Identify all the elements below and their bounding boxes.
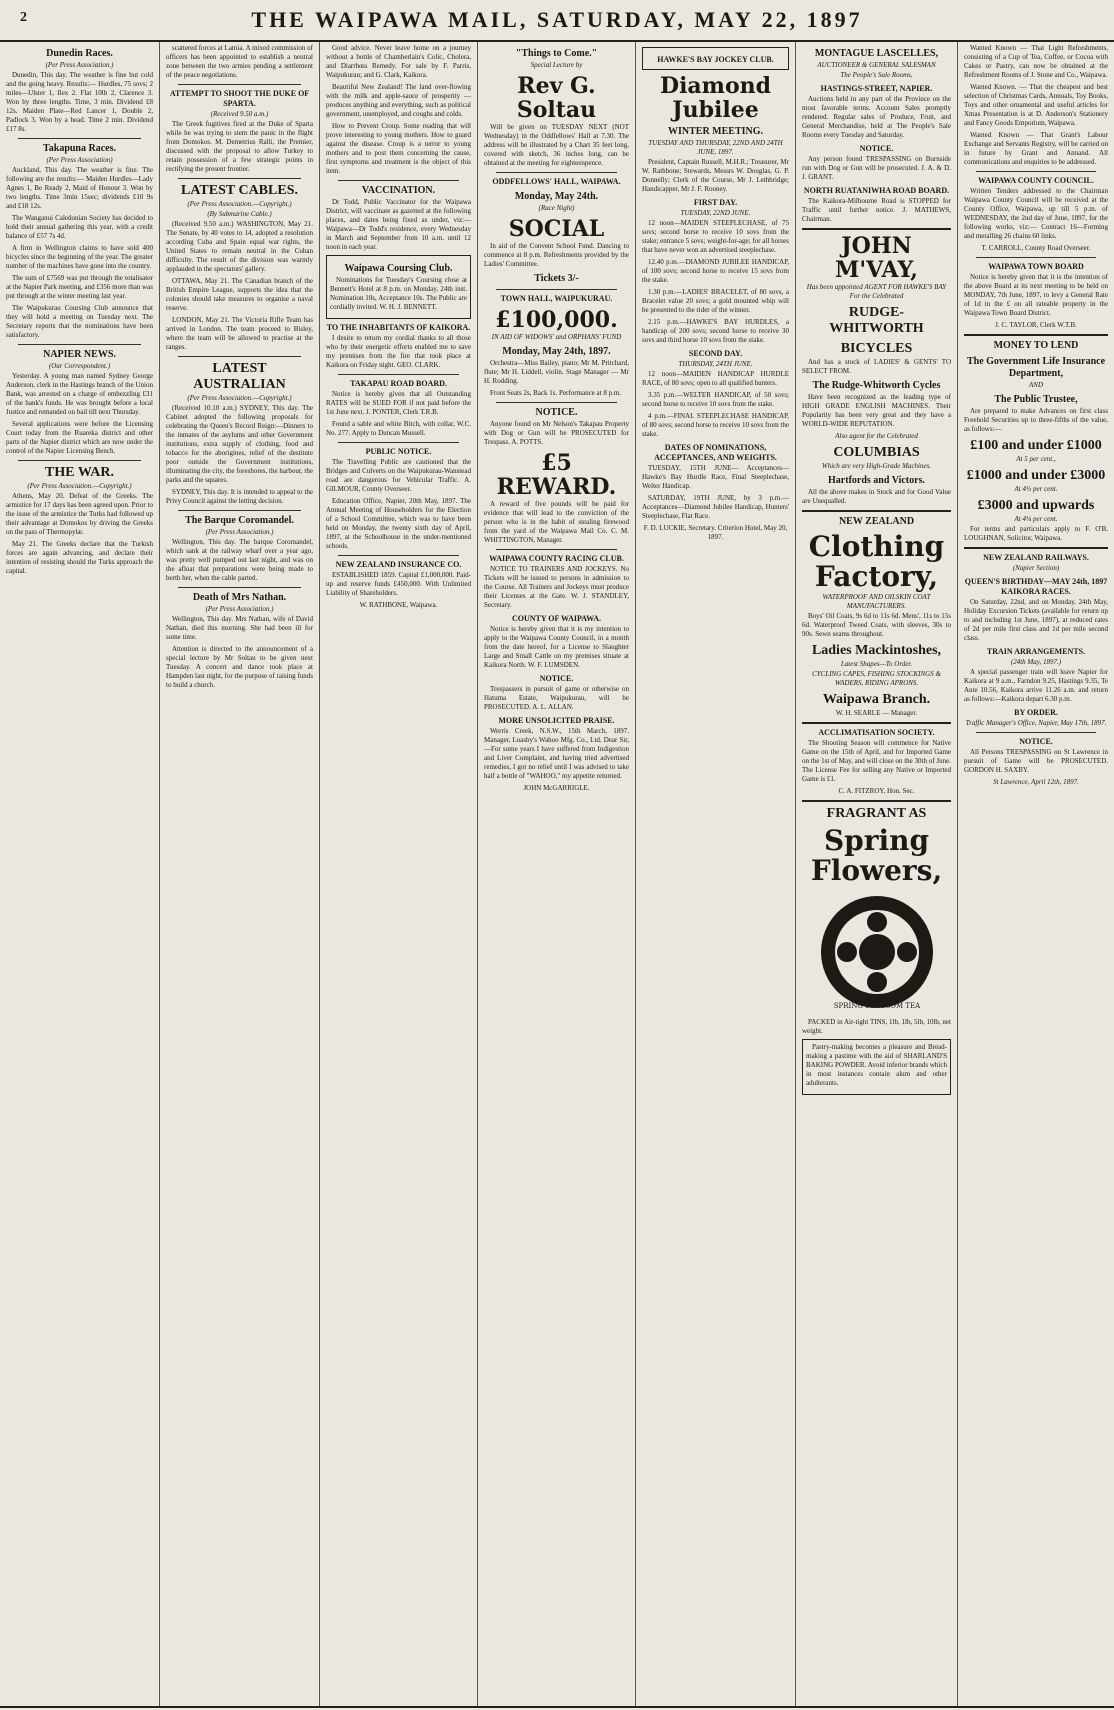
heading: NOTICE.: [859, 144, 894, 153]
paragraph: Yesterday. A young man named Sydney George Anderson, clerk in the Hastings branch of the Union Bank, was arrested on a charge of embezzling £31 of the bank's funds. He was brought before a local Justice and remanded on bail till next Thursday.: [6, 372, 153, 416]
subheading: (Per Press Association.): [205, 605, 274, 613]
column-3: [320, 42, 478, 1706]
heading: NOTICE.: [535, 407, 578, 418]
paragraph: The Shooting Season will commence for Native Game on the 15th of April, and for Imported Game on the 1st of May, and will close on the 30th of June. The License Fee for selling any Native or Imported Game is £1.: [802, 739, 951, 783]
paragraph: TUESDAY, 15TH JUNE— Acceptances—Hawke's Bay Hurdle Race, Final Steeplechase, Welter Handicap.: [642, 464, 789, 490]
paragraph: 2.15 p.m.—HAWKE'S BAY HURDLES, a handicap of 200 sovs; second horse to receive 30 sovs and third horse 10 sovs from the stake.: [642, 318, 789, 344]
heading: LATEST CABLES.: [181, 183, 298, 198]
heading: TOWN HALL, WAIPUKURAU.: [500, 294, 613, 303]
paragraph: 4 p.m.—FINAL STEEPLECHASE HANDICAP, of 80 sovs; second horse to receive 10 sovs from the stake.: [642, 412, 789, 438]
paragraph: LONDON, May 21. The Victoria Rifle Team has arrived in London. The team proceed to Bisley, where the team will be allowed to practise at the ranges.: [166, 316, 313, 351]
paragraph: Wanted Known. — That the cheapest and best selection of Christmas Cards, Annuals, Toy Books, Toys and other ornamental and useful articles for Xmas Presentation is at D. Anderson's Stationery and Fancy Goods Emporium, Waipawa.: [964, 83, 1108, 127]
subheading: (24th May, 1897.): [1010, 658, 1062, 666]
subheading: (Our Correspondent.): [48, 362, 111, 370]
subheading: WATERPROOF AND OILSKIN COAT MANUFACTURERS.: [822, 593, 931, 610]
heading: £100,000.: [495, 307, 618, 333]
signature: W. H. SEARLE — Manager.: [835, 709, 918, 717]
heading: TO THE INHABITANTS OF KAIKORA.: [326, 323, 471, 332]
divider: [178, 356, 301, 357]
column-4: [478, 42, 636, 1706]
jockey-club-box: [642, 47, 789, 70]
paragraph: Are prepared to make Advances on first class Freehold Securities up to three-fifths of the value, as follows:—: [964, 407, 1108, 433]
tea-emblem: [802, 892, 951, 1012]
paragraph: Trespassers in pursuit of game or otherwise on Hatuma Estate, Waipukurau, will be PROSECUTED. A. L. ALLAN.: [484, 685, 629, 711]
paragraph: And has a stock of LADIES' & GENTS' TO SELECT FROM.: [802, 358, 951, 375]
heading: HASTINGS-STREET, NAPIER.: [820, 84, 933, 93]
subheading: Also agent for the Celebrated: [835, 432, 918, 440]
divider: [802, 510, 951, 512]
paragraph: Anyone found on Mr Nelson's Takapau Property with Dog or Gun will be PROSECUTED for Trespass. A. POTTS.: [484, 420, 629, 446]
paragraph: All the above makes in Stock and for Good Value are Unequalled.: [802, 488, 951, 505]
heading: ACCLIMATISATION SOCIETY.: [818, 728, 935, 737]
heading: The Rudge-Whitworth Cycles: [812, 380, 941, 391]
paragraph: Wellington, This day. Mrs Nathan, wife of David Nathan, died this morning. She had been ill for some time.: [166, 615, 313, 641]
paragraph: The Waipukurau Coursing Club announce that they will hold a meeting on Tuesday next. The Secretary reports that the nominations have been satisfactory.: [6, 304, 153, 339]
paragraph: A special passenger train will leave Napier for Kaikora at 9 a.m., Farndon 9.25, Hastings 9.35, Te Aute 10.56, Kaikora arrive 11.26 a.m. and return as follows:—Kaikora depart 6.30 p.m.: [964, 668, 1108, 703]
heading: FIRST DAY.: [693, 198, 738, 207]
subheading: Latest Shapes—To Order.: [840, 660, 913, 668]
columns: [0, 42, 1114, 1706]
divider: [496, 549, 617, 550]
signature: J. C. TAYLOR, Clerk W.T.B.: [995, 321, 1077, 329]
subheading: THURSDAY, 24TH JUNE.: [678, 360, 753, 368]
heading: COUNTY OF WAIPAWA.: [511, 614, 602, 623]
heading: BICYCLES: [840, 341, 913, 356]
divider: [18, 138, 141, 139]
divider: [964, 334, 1108, 336]
column-1: [0, 42, 160, 1706]
paragraph: Dr Todd, Public Vaccinator for the Waipawa District, will vaccinate as gazetted at the following places, and dates being fixed as under, viz:— Waipawa—Dr Todd's residence, every Wednesday in March and September from 10 a.m. until 12 noon in each year.: [326, 198, 471, 251]
paragraph: 12 noon—MAIDEN STEEPLECHASE, of 75 sovs; second horse to receive 10 sovs from the stake; entrance 5 sovs; weight-for-age; for all horses that have never won an advertised steeplechase.: [642, 219, 789, 254]
subheading: Traffic Manager's Office, Napier, May 17th, 1897.: [965, 719, 1107, 727]
heading: WAIPAWA TOWN BOARD: [988, 262, 1084, 271]
paragraph: Will be given on TUESDAY NEXT (NOT Wednesday) in the Oddfellows' Hall at 7.30. The address will be illustrated by a Chart 35 feet long, covered with sketch, 36 inches long, can be obtained at the meeting for eighteenpence.: [484, 123, 629, 167]
subheading: (By Submarine Cable.): [207, 210, 272, 218]
paragraph: Good advice. Never leave home on a journey without a bottle of Chamberlain's Colic, Cholera, and Diarrhœa Remedy. For sale by F. Parris, Waipukurau; and G. Clark, Kaikora.: [326, 44, 471, 79]
paragraph: Auckland, This day. The weather is fine. The following are the results:— Maiden Hurdles—Lady Agnes 1, Be Ready 2, Maid of Honour 3. Won by two lengths. Time 3min 15sec; dividends £10 9s and £18 12s.: [6, 166, 153, 210]
subheading: St Lawrence, April 12th, 1897.: [993, 778, 1079, 786]
paragraph: OTTAWA, May 21. The Canadian branch of the British Empire League, supports the idea that the colonies should take measures to organise a naval reserve.: [166, 277, 313, 312]
subheading: (Per Press Association.—Copyright.): [187, 394, 292, 402]
paragraph: Notice is hereby given that it is my intention to apply to the Waipawa County Council, in a month from the date hereof, for a License to Slaughter Large and Small Cattle on my premises situate at Kaikora North. W. F. LUMSDEN.: [484, 625, 629, 669]
subheading: (Race Night): [538, 204, 575, 212]
paragraph: The Greek fugitives fired at the Duke of Sparta while he was trying to stem the panic in the flight from Domokos. M. Demetrius Ralli, the Premier, discussed with the proposal to allow Turkey to retain possession of a few strategic points in rectifying the present frontier.: [166, 120, 313, 173]
paragraph: Attention is directed to the announcement of a special lecture by Mr Soltau to be given next Tuesday. A concert and dance took place at Hampden last night, for the purpose of raising funds to build a church.: [166, 645, 313, 689]
paragraph: 3.35 p.m.—WELTER HANDICAP, of 50 sovs; second horse to receive 10 sovs from the stake.: [642, 391, 789, 408]
paragraph: Werris Creek, N.S.W., 15th March, 1897. Manager, Loasby's Wahoo Mfg. Co., Ltd. Dear Sir,—For some years I have suffered from Indigestion and Liver Complaint, and having tried advertised remedies, I got no relief until I was advised to take half a bottle of "WAHOO," my appetite returned.: [484, 727, 629, 780]
paragraph: Education Office, Napier, 20th May, 1897. The Annual Meeting of Householders for the Election of a School Committee, which was to have been held on Monday, the twenty sixth day of April, 1897, at the Schoolhouse in the under-mentioned schools.: [326, 497, 471, 550]
heading: COLUMBIAS: [833, 445, 920, 460]
divider: [802, 228, 951, 230]
heading: Diamond Jubilee: [659, 73, 772, 123]
paragraph: Nominations for Tuesday's Coursing close at Bennett's Hotel at 8 p.m. on Monday, 24th inst. Nomination 10s, Acceptance 10s. The Public are cordially invited. W. H. J. BENNETT.: [330, 276, 467, 311]
divider: [496, 289, 617, 290]
heading: THE WAR.: [45, 465, 114, 480]
paragraph: NOTICE TO TRAINERS AND JOCKEYS. No Tickets will be issued to persons in admission to the Course. All Trainers and Jockeys must produce their Licenses at the Gate. W. J. STANDLEY, Secretary.: [484, 565, 629, 609]
heading: NEW ZEALAND INSURANCE CO.: [335, 560, 462, 569]
paragraph: Have been recognized as the leading type of HIGH GRADE ENGLISH MACHINES. Their Popularity has been very great and they have a WORLD-WIDE REPUTATION.: [802, 393, 951, 428]
divider: [338, 555, 459, 556]
heading: Dunedin Races.: [46, 48, 113, 59]
paragraph: Auctions held in any part of the Province on the most favorable terms. Account Sales promptly rendered. Regular sales of Produce, Fruit, and General Merchandise, held at The People's Sale Rooms every Tuesday and Saturday.: [802, 95, 951, 139]
divider: [802, 722, 951, 724]
paragraph: Wanted Known — That Grant's Labour Exchange and Servants Registry, will be carried on in future by Grant and Annand. All communications and enquiries to be addressed.: [964, 131, 1108, 166]
paragraph: Wanted Known — That Light Refreshments, consisting of a Cup of Tea, Coffee, or Cocoa with Cakes or Pastry, can now be obtained at the Refreshment Rooms of J. Stone and Co., Waipawa.: [964, 44, 1108, 79]
column-6: [796, 42, 958, 1706]
paragraph: Any person found TRESPASSING on Burnside run with Dog or Gun will be prosecuted. J. A. & D. J. GRANT.: [802, 155, 951, 181]
paragraph: SATURDAY, 19TH JUNE, by 3 p.m.— Acceptances—Diamond Jubilee Handicap, Hunters' Steeplechase, Flat Race.: [642, 494, 789, 520]
divider: [976, 257, 1096, 258]
paragraph: Dunedin, This day. The weather is fine but cold and the going heavy. Results:— Hurdles, 75 sovs; 2 miles—Ulster 1, Ilex 2. Flat 10lb 2, Clarence 3. Won by three lengths. Time, 3 min. Dividend £8 12s. Maiden Plate—Red Lancer 1, Double 2, Padlock 3. Won by a head. Time 2 min. Dividend £17 8s.: [6, 71, 153, 133]
subheading: AUCTIONEER & GENERAL SALESMAN: [817, 61, 936, 69]
heading: £100 and under £1000: [970, 438, 1102, 453]
paragraph: For terms and particulars apply to F. O'B. LOUGHNAN, Solicitor, Waipawa.: [964, 525, 1108, 542]
heading: £5 REWARD.: [496, 450, 617, 500]
signature: T. CARROLL, County Road Overseer.: [981, 244, 1091, 252]
paragraph: How to Prevent Croup. Some reading that will prove interesting to young mothers. How to guard against the disease. Croup is a terror to young mothers and to post them concerning the cause, first symptoms and treatment is the object of this item.: [326, 122, 471, 175]
footer-rule: [0, 1706, 1114, 1708]
heading: Takapuna Races.: [43, 143, 116, 154]
heading: NAPIER NEWS.: [43, 349, 116, 360]
heading: Waipawa Coursing Club.: [344, 263, 453, 274]
divider: [976, 732, 1096, 733]
heading: WAIPAWA COUNTY RACING CLUB.: [489, 554, 624, 563]
paragraph: The Wanganui Caledonian Society has decided to hold their annual gathering this year, with a credit balance of £57 7s 4d.: [6, 214, 153, 240]
heading: Monday, May 24th, 1897.: [502, 346, 611, 357]
subheading: The People's Sale Rooms,: [840, 71, 913, 79]
newspaper-title: THE WAIPAWA MAIL, SATURDAY, MAY 22, 1897: [251, 7, 863, 32]
heading: NOTICE.: [1019, 737, 1053, 746]
divider: [496, 402, 617, 403]
paragraph: Beautiful New Zealand! The land over-flowing with the milk and apple-sauce of prosperity — produces anything and everything, such as political government, unemployed, and coughs and colds.: [326, 83, 471, 118]
heading: NORTH RUATANIWHA ROAD BOARD.: [803, 186, 950, 195]
paragraph: On Saturday, 22nd, and on Monday, 24th May, Holiday Excursion Tickets (available for return up to and including 1st June, 1897), at reduced rates of 2d per mile first class and 1d per mile second class.: [964, 598, 1108, 642]
heading: WAIPAWA COUNTY COUNCIL.: [978, 176, 1094, 185]
subheading: (Per Press Association.): [205, 528, 274, 536]
signature: F. D. LUCKIE, Secretary. Criterion Hotel, May 20, 1897.: [643, 524, 788, 541]
paragraph: (Received 10.10 a.m.) SYDNEY, This day. The Cabinet adopted the following proposals for celebrating the Queen's Record Reign:—Dinners to the inmates of the asylums and other Government institutions, extra supply of clothing, food and tobacco for the aborigines, relief of the destitute poor outside the Government institutions, illuminating the city, the foreshores, the harbour, the parks and the squares.: [166, 404, 313, 484]
heading: Tickets 3/-: [534, 273, 579, 284]
column-7: [958, 42, 1114, 1706]
divider: [18, 344, 141, 345]
subheading: At 5 per cent.,: [1016, 455, 1056, 463]
paragraph: (Received 9.50 a.m.) WASHINGTON, May 21. The Senate, by 40 votes to 14, adopted a resolution according Cuba and Spain equal war rights, the United States to remain neutral in the Cuban difficulty. The result of the division was warmly applauded in the spectators' gallery.: [166, 220, 313, 273]
paragraph: The Travelling Public are cautioned that the Bridges and Culverts on the Waipukurau-Wanstead road are dangerous for Vehicular Traffic. A. GILMOUR, County Overseer.: [326, 458, 471, 493]
blossom-emblem-icon: [817, 892, 937, 1012]
divider: [496, 172, 617, 173]
subheading: Which are very High-Grade Machines.: [821, 462, 932, 470]
subheading: CYCLING CAPES, FISHING STOCKINGS & WADERS, RIDING APRONS.: [812, 670, 941, 687]
subheading: At 4½ per cent.: [1014, 485, 1058, 493]
page-number: 2: [20, 10, 27, 25]
column-5: [636, 42, 796, 1706]
paragraph: Front Seats 2s, Back 1s. Performance at 8 p.m.: [490, 389, 622, 397]
heading: DATES OF NOMINATIONS, ACCEPTANCES, AND WEIGHTS.: [654, 443, 777, 462]
paragraph: Boys' Oil Coats, 9s 6d to 11s 6d. Mens', 11s to 15s 6d. Waterproof Tweed Coats, with sleeves, 30s to 90s. Sewn seams throughout.: [802, 612, 951, 638]
paragraph: I desire to return my cordial thanks to all those who by their energetic efforts enabled me to save my premises from the fire that took place at Kaikora on Friday night. GEO. CLARK.: [326, 334, 471, 369]
heading: NOTICE.: [539, 674, 574, 683]
heading: Hartfords and Victors.: [828, 475, 925, 486]
heading: MORE UNSOLICITED PRAISE.: [498, 716, 615, 725]
heading: SOCIAL: [508, 216, 605, 242]
paragraph: 12 noon—MAIDEN HANDICAP HURDLE RACE, of 80 sovs; open to all qualified hunters.: [642, 370, 789, 387]
paragraph: Several applications were before the Licensing Court today from the Ruareka district and other parts of the Napier district which are now under the control of the Napier Licensing Bench.: [6, 420, 153, 455]
heading: ODDFELLOWS' HALL, WAIPAWA.: [492, 177, 621, 186]
subheading: AND: [1029, 381, 1043, 389]
signature: C. A. FITZROY, Hon. Sec.: [838, 787, 915, 795]
heading: HAWKE'S BAY JOCKEY CLUB.: [657, 55, 774, 64]
paragraph: Found a sable and white Bitch, with collar, W.C. No. 277. Apply to Duncan Mussell.: [326, 420, 471, 437]
heading: The Government Life Insurance Department,: [966, 356, 1106, 379]
divider: [338, 374, 459, 375]
heading: TAKAPAU ROAD BOARD.: [350, 379, 447, 388]
subheading: (Per Press Association.—Copyright.): [27, 482, 132, 490]
heading: MONEY TO LEND: [993, 340, 1079, 351]
baking-powder-box: [802, 1039, 951, 1095]
subheading: (Received 9.50 a.m.): [210, 110, 269, 118]
heading: NEW ZEALAND RAILWAYS.: [983, 553, 1089, 562]
divider: [338, 442, 459, 443]
heading: PUBLIC NOTICE.: [365, 447, 432, 456]
column-2: [160, 42, 320, 1706]
heading: NEW ZEALAND: [838, 516, 915, 527]
heading: LATEST AUSTRALIAN: [193, 361, 286, 392]
paragraph: A firm in Wellington claims to have sold 400 bicycles since the beginning of the year. The greater number of the machines have gone into the country.: [6, 244, 153, 270]
heading: £3000 and upwards: [977, 498, 1095, 513]
subheading: (Per Press Association.—Copyright.): [187, 200, 292, 208]
paragraph: Pastry-making becomes a pleasure and Bread-making a pastime with the aid of SHARLAND'S BAKING POWDER. Avoid inferior brands which in most instances contain alum and other adulterants.: [806, 1043, 947, 1087]
heading: Death of Mrs Nathan.: [192, 592, 287, 603]
heading: QUEEN'S BIRTHDAY—MAY 24th, 1897 KAIKORA RACES.: [964, 577, 1108, 596]
heading: SECOND DAY.: [688, 349, 743, 358]
paragraph: Wellington, This day. The barque Coromandel, which sank at the railway wharf over a year ago, was pretty well pumped out last night, and was on the afloat that preparations were being made to berth her, when the cable parted.: [166, 538, 313, 582]
subheading: (Per Press Association): [46, 156, 113, 164]
paragraph: SYDNEY, This day. It is intended to appeal to the Privy Council against the letting decision.: [166, 488, 313, 505]
heading: JOHN M'VAY,: [835, 233, 918, 283]
subheading: Special Lecture by: [530, 61, 583, 69]
heading: Waipawa Branch.: [822, 692, 931, 707]
signature: W. RATHBONE, Waipawa.: [359, 601, 438, 609]
heading: VACCINATION.: [361, 185, 436, 196]
heading: WINTER MEETING.: [667, 126, 763, 137]
paragraph: May 21. The Greeks declare that the Turkish forces are again advancing, and declare their intention of resisting should the Turks approach the capital.: [6, 540, 153, 575]
heading: ATTEMPT TO SHOOT THE DUKE OF SPARTA.: [169, 89, 310, 108]
masthead: [0, 0, 1114, 40]
paragraph: scattered forces at Lamia. A mixed commission of officers has been appointed to establish a neutral zone between the two armies pending a settlement of the peace negotiations.: [166, 44, 313, 79]
subheading: TUESDAY AND THURSDAY, 22ND AND 24TH JUNE, 1897.: [648, 139, 783, 156]
heading: "Things to Come.": [515, 48, 598, 59]
coursing-club-box: [326, 255, 471, 319]
subheading: At 4¼ per cent.: [1014, 515, 1058, 523]
divider: [964, 547, 1108, 549]
paragraph: President, Captain Russell, M.H.R.; Treasurer, Mr W. Rathbone; Stewards, Messrs W. Douglas, G. P. Donnelly; Clerk of the Course, Mr J. Lethbridge; Handicapper, Mr J. F. Rooney.: [642, 158, 789, 193]
subheading: (Napier Section): [1012, 564, 1060, 572]
paragraph: PACKED in Air-tight TINS, 1lb, 1lb, 5lb, 10lb, net weight.: [802, 1018, 951, 1035]
signature: JOHN McGARRIGLE.: [523, 784, 590, 792]
paragraph: Orchestra—Miss Bailey, piano; Mr M. Pritchard, flute; Mr H. Liddell, violin. Stage Manager — Mr H. Rodding.: [484, 359, 629, 385]
divider: [802, 800, 951, 802]
heading: Clothing Factory,: [808, 530, 945, 593]
paragraph: Notice is hereby given that all Outstanding RATES will be SUED FOR if not paid before the 1st June next. J. PONTER, Clerk T.R.B.: [326, 390, 471, 416]
heading: The Barque Coromandel.: [185, 515, 294, 526]
paragraph: ESTABLISHED 1859. Capital £1,000,000. Paid-up and reserve funds £450,000. With Unlimited Liability of Shareholders.: [326, 571, 471, 597]
heading: Rev G. Soltau: [516, 73, 597, 123]
divider: [178, 84, 301, 85]
heading: Spring Flowers,: [810, 824, 943, 887]
paragraph: The sum of £7569 was put through the totalisator at the Napier Park meeting, and £356 more than was put through at the winter meeting last year.: [6, 274, 153, 300]
divider: [338, 180, 459, 181]
divider: [178, 587, 301, 588]
heading: £1000 and under £3000: [966, 468, 1106, 483]
paragraph: 12.40 p.m.—DIAMOND JUBILEE HANDICAP, of 100 sovs; second horse to receive 15 sovs from the stake.: [642, 258, 789, 284]
heading: Monday, May 24th.: [514, 191, 599, 202]
divider: [178, 510, 301, 511]
emblem-label: SPRING BLOSSOM TEA: [833, 1002, 920, 1010]
heading: Ladies Mackintoshes,: [811, 643, 942, 658]
subheading: TUESDAY, 22ND JUNE.: [680, 209, 751, 217]
paragraph: The Kaikora-Milbourne Road is STOPPED for Traffic until further notice. J. MATHEWS, Chairman.: [802, 197, 951, 223]
subheading: IN AID OF WIDOWS' and ORPHANS' FUND: [491, 333, 622, 341]
paragraph: Written Tenders addressed to the Chairman Waipawa County Council will be received at the County Office, Waipawa, up till 5 p.m. of WEDNESDAY, the 2nd day of June, 1897, for the following works, viz:— Contract 16—Forming and metalling 26 chains 60 links.: [964, 187, 1108, 240]
paragraph: Athens, May 20. Defeat of the Greeks. The armistice for 17 days has been agreed upon. Prior to the issue of the armistice the Turks had followed up their advantage at Domokos by driving the Greeks on the pass of Thermopylæ.: [6, 492, 153, 536]
paragraph: In aid of the Convent School Fund. Dancing to commence at 8 p.m. Refreshments provided by the Ladies' Committee.: [484, 242, 629, 268]
paragraph: A reward of five pounds will be paid for evidence that will lead to the conviction of the person who is in the habit of stealing firewood from the yard of the Waipawa Mail Co. C. M. WHITTINGTON, Manager.: [484, 500, 629, 544]
heading: The Public Trustee,: [994, 394, 1078, 405]
paragraph: 1.30 p.m.—LADIES' BRACELET, of 80 sovs, a Bracelet value 20 sovs; a gold mounted whip will be presented to the rider of the winner.: [642, 288, 789, 314]
heading: TRAIN ARRANGEMENTS.: [986, 647, 1086, 656]
divider: [18, 460, 141, 461]
heading: RUDGE-WHITWORTH: [829, 305, 924, 336]
subheading: (Per Press Association.): [45, 61, 114, 69]
divider: [178, 178, 301, 179]
paragraph: All Persons TRESPASSING on St Lawrence in pursuit of Game will be PROSECUTED. GORDON H. SAXBY.: [964, 748, 1108, 774]
heading: FRAGRANT AS: [826, 806, 927, 821]
subheading: Has been appointed AGENT FOR HAWKE'S BAY For the Celebrated: [806, 283, 947, 300]
divider: [976, 171, 1096, 172]
heading: MONTAGUE LASCELLES,: [814, 48, 939, 59]
paragraph: Notice is hereby given that it is the intention of the above Board at its next meeting to be held on MONDAY, 7th June, 1897, to levy a General Rate of 1d in the £ on all rateable property in the Waipawa Town Board District.: [964, 273, 1108, 317]
heading: BY ORDER.: [1014, 708, 1058, 717]
